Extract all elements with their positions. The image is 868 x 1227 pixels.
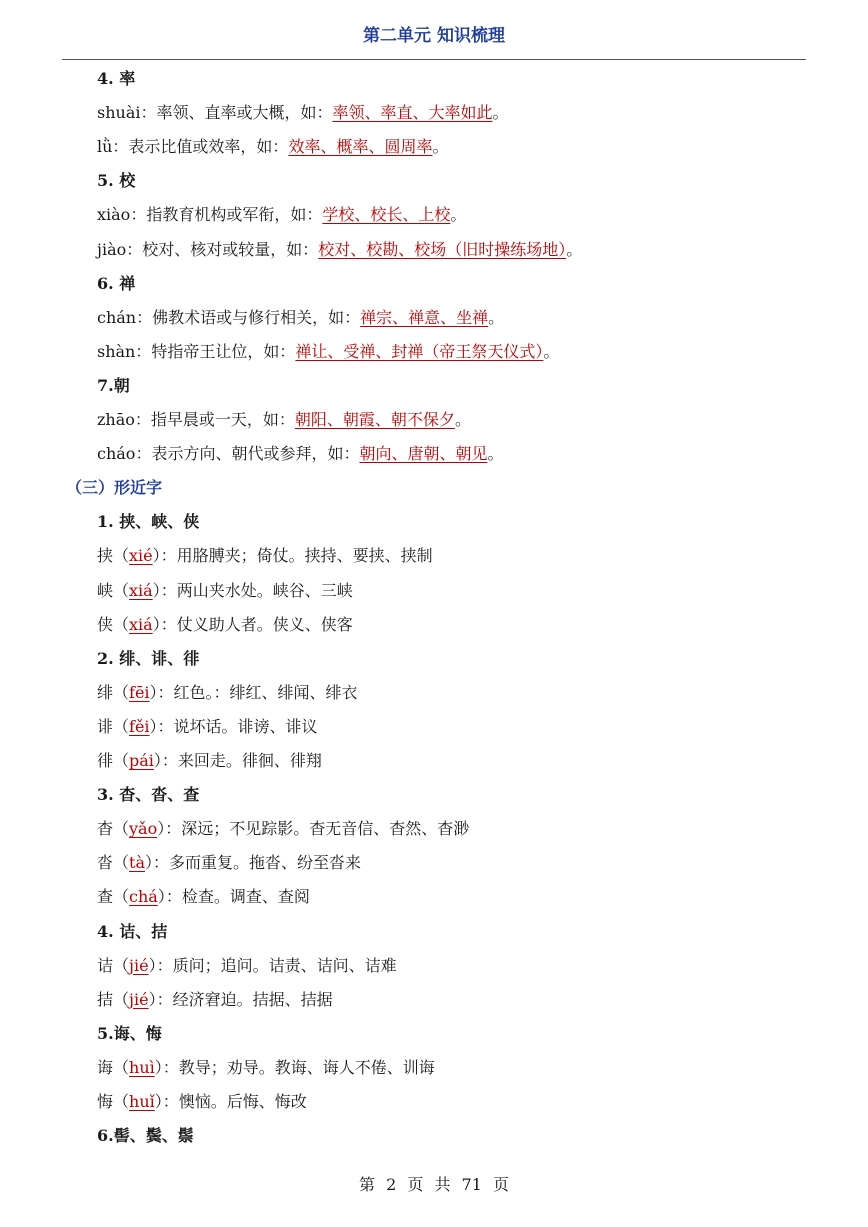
entry-text: 。 (543, 341, 560, 361)
entry-example: jié (129, 989, 149, 1009)
entry-example: 禅让、受禅、封禅（帝王祭天仪式） (295, 341, 544, 361)
entry-text: ）：用胳膊夹；倚仗。挟持、要挟、挟制 (152, 546, 433, 566)
entry-text: 。 (492, 103, 509, 123)
entry-text: ）：多而重复。拖沓、纷至沓来 (144, 853, 361, 873)
entry-line (97, 949, 397, 983)
entry-example: 朝向、唐朝、朝见 (359, 444, 488, 464)
entry-text: 诽（ (97, 716, 130, 736)
entry-line (97, 1085, 307, 1119)
entry-text: 诲（ (97, 1057, 130, 1077)
item-heading: 4. 率 (97, 69, 136, 88)
entry-example: xiá (129, 614, 153, 634)
entry-line (97, 676, 358, 710)
entry-example: chá (129, 887, 158, 907)
entry-text: 拮（ (97, 989, 130, 1009)
entry-text: ）：检查。调查、查阅 (157, 887, 310, 907)
item-heading: 7.朝 (97, 375, 130, 395)
entry-example: pái (129, 751, 154, 770)
entry-text: ）：经济窘迫。拮据、拮据 (148, 989, 333, 1009)
entry-text: 徘（ (97, 751, 130, 770)
entry-example: xié (129, 546, 153, 566)
entry-example: fěi (129, 716, 150, 736)
entry-line (97, 1051, 435, 1085)
entry-line (97, 130, 448, 164)
entry-text: 。 (566, 239, 583, 259)
entry-text: chán：佛教术语或与修行相关，如： (97, 307, 361, 327)
item-heading: 2. 绯、诽、徘 (97, 648, 200, 668)
item-heading: 5. 校 (97, 171, 136, 191)
entry-text: xiào：指教育机构或军衔，如： (97, 205, 323, 225)
item-heading: 3. 杳、沓、查 (97, 785, 200, 805)
entry-text: 。 (450, 205, 467, 225)
entry-text: 杳（ (97, 819, 130, 839)
entry-text: ）：说坏话。诽谤、诽议 (149, 716, 318, 736)
entry-text: 悔（ (97, 1092, 130, 1111)
entry-example: 禅宗、禅意、坐禅 (360, 307, 489, 327)
entry-example: 效率、概率、圆周率 (288, 137, 433, 157)
entry-text: jiào：校对、核对或较量，如： (97, 239, 319, 259)
entry-example: xiá (129, 580, 153, 600)
entry-text: 查（ (97, 887, 130, 907)
item-heading: 1. 挟、峡、侠 (97, 512, 200, 532)
item-heading: 5.诲、悔 (97, 1023, 162, 1043)
entry-example: 朝阳、朝霞、朝不保夕 (294, 410, 455, 429)
entry-text: 侠（ (97, 614, 130, 634)
entry-line (97, 983, 333, 1017)
entry-text: ）：质问；追问。诘责、诘问、诘难 (148, 955, 397, 975)
entry-line (97, 96, 509, 130)
entry-example: 校对、校勘、校场（旧时操练场地） (318, 239, 567, 259)
entry-line (97, 437, 503, 471)
entry-line (97, 608, 353, 642)
entry-line (97, 335, 559, 369)
entry-line (97, 812, 469, 846)
entry-example: jié (129, 955, 149, 975)
section-title: （三）形近字 (66, 478, 163, 498)
entry-example: 率领、率直、大率如此 (332, 103, 493, 123)
entry-line (97, 710, 318, 744)
entry-line (97, 403, 471, 437)
entry-text: shuài：率领、直率或大概，如： (97, 103, 333, 123)
item-heading: 6.髻、鬓、鬃 (97, 1126, 194, 1146)
entry-line (97, 198, 466, 232)
entry-example: yǎo (129, 819, 158, 839)
entry-line (97, 744, 322, 778)
entry-text: 峡（ (97, 580, 130, 600)
page-footer: 第 2 页 共 71 页 (359, 1175, 509, 1194)
entry-line (97, 233, 582, 267)
entry-line (97, 301, 504, 335)
entry-text: 。 (487, 444, 504, 464)
entry-text: ）：来回走。徘徊、徘翔 (153, 751, 322, 770)
entry-text: 。 (432, 137, 449, 157)
entry-text: shàn：特指帝王让位，如： (97, 341, 296, 361)
entry-text: 沓（ (97, 853, 130, 873)
entry-line (97, 846, 361, 880)
entry-text: zhāo：指早晨或一天，如： (97, 410, 295, 429)
entry-line (97, 880, 310, 914)
entry-example: huì (129, 1057, 155, 1077)
entry-text: ）：懊恼。后悔、悔改 (154, 1092, 307, 1111)
entry-text: ）：两山夹水处。峡谷、三峡 (152, 580, 353, 600)
entry-line (97, 574, 353, 608)
entry-example: 学校、校长、上校 (322, 205, 451, 225)
entry-text: 绯（ (97, 682, 130, 702)
entry-text: 。 (488, 307, 505, 327)
entry-text: 诘（ (97, 955, 130, 975)
entry-example: huǐ (129, 1092, 155, 1111)
page-header (62, 22, 806, 60)
entry-text: ）：仗义助人者。侠义、侠客 (152, 614, 353, 634)
entry-text: ）：教导；劝导。教诲、诲人不倦、训诲 (154, 1057, 435, 1077)
entry-text: ）：红色。：绯红、绯闻、绯衣 (149, 682, 358, 702)
entry-example: tà (129, 853, 145, 873)
entry-text: 。 (454, 410, 471, 429)
entry-text: ）：深远；不见踪影。杳无音信、杳然、杳渺 (157, 819, 470, 839)
entry-text: cháo：表示方向、朝代或参拜，如： (97, 444, 360, 464)
item-heading: 6. 禅 (97, 273, 136, 293)
entry-text: lǜ：表示比值或效率，如： (97, 137, 289, 157)
entry-text: 挟（ (97, 546, 130, 566)
entry-example: fēi (129, 682, 150, 702)
header-title: 第二单元 知识梳理 (363, 26, 505, 46)
item-heading: 4. 诘、拮 (97, 921, 168, 941)
entry-line (97, 539, 433, 573)
